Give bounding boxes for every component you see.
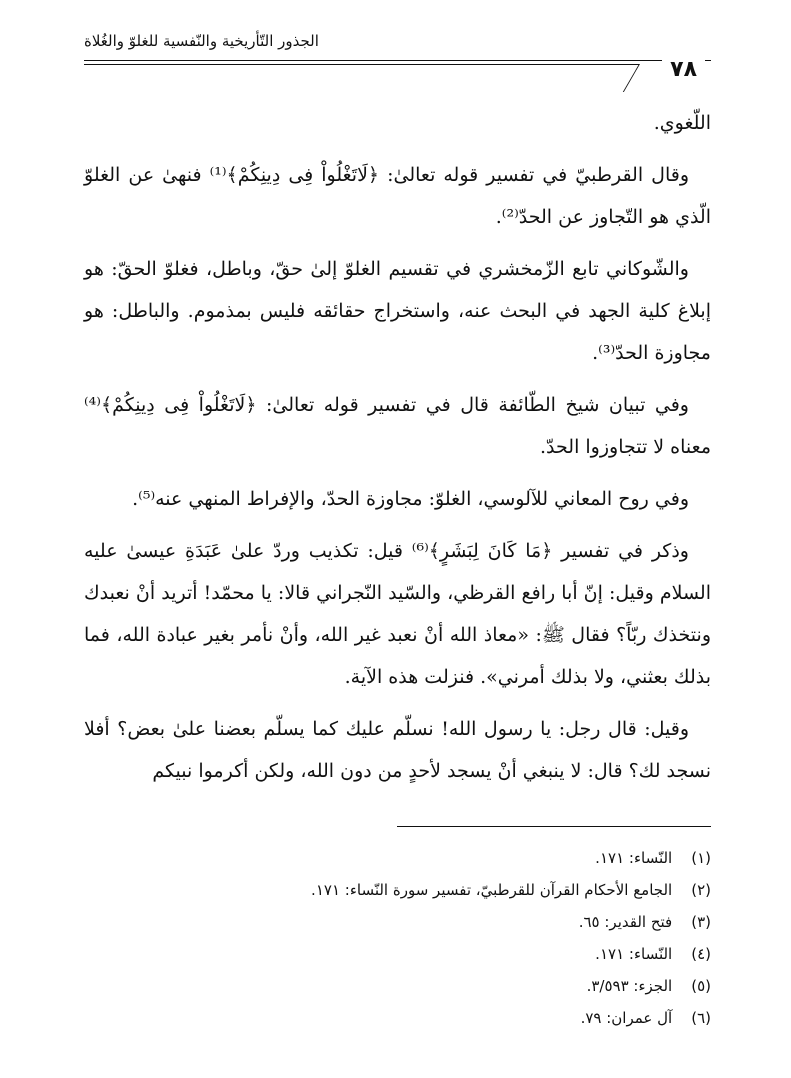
footnote-number: (٦) [691, 1009, 711, 1027]
footnote-text: فتح القدير: ٦٥. [578, 913, 673, 931]
footnote-separator [397, 826, 711, 827]
paragraph: والشّوكاني تابع الزّمخشري في تقسيم الغلوّ إلىٰ حقّ، وباطل، فغلوّ الحقّ: هو إبلاغ كلية الجهد في البحث عنه، واستخراج حقائقه فليس بمذموم. والباطل: هو مجاوزة الحدّ⁽³⁾. [84, 258, 711, 364]
footnote-text: الجزء: ٣/٥٩٣. [586, 977, 673, 995]
footnote-number: (٥) [691, 977, 711, 995]
footnotes [84, 842, 711, 1034]
footnote-text: النّساء: ١٧١. [595, 849, 673, 867]
page-number-divider [623, 64, 662, 92]
header-rule [84, 60, 711, 61]
paragraph: وقال القرطبيّ في تفسير قوله تعالىٰ: ﴿لَاتَغْلُواْ فِى دِينِكُمْ﴾⁽¹⁾ فنهىٰ عن الغلوّ الّذي هو التّجاوز عن الحدّ⁽²⁾. [84, 164, 711, 228]
paragraph: وفي تبيان شيخ الطّائفة قال في تفسير قوله تعالىٰ: ﴿لَاتَغْلُواْ فِى دِينِكُمْ﴾⁽⁴⁾ معناه لا تتجاوزوا الحدّ. [84, 394, 711, 458]
footnote [84, 906, 711, 938]
footnote-text: النّساء: ١٧١. [595, 945, 673, 963]
paragraph: وفي روح المعاني للآلوسي، الغلوّ: مجاوزة الحدّ، والإفراط المنهي عنه⁽⁵⁾. [132, 488, 689, 510]
footnote-text: آل عمران: ٧٩. [580, 1009, 673, 1027]
footnote [84, 842, 711, 874]
footnote [84, 970, 711, 1002]
running-title: الجذور التّأريخية والنّفسية للغلوّ والغُلاة [84, 32, 319, 50]
page-header [84, 30, 711, 82]
paragraph: اللّغوي. [653, 112, 711, 134]
footnote-number: (١) [691, 849, 711, 867]
footnote [84, 938, 711, 970]
footnote-number: (٣) [691, 913, 711, 931]
footnote [84, 874, 711, 906]
footnote-number: (٤) [691, 945, 711, 963]
footnote [84, 1002, 711, 1034]
footnote-number: (٢) [691, 881, 711, 899]
paragraph: وقيل: قال رجل: يا رسول الله! نسلّم عليك كما يسلّم بعضنا علىٰ بعض؟ أفلا نسجد لك؟ قال: لا ينبغي أنْ يسجد لأحدٍ من دون الله، ولكن أكرموا نبيكم [84, 718, 711, 782]
header-rule-secondary [84, 64, 639, 65]
footnote-text: الجامع الأحكام القرآن للقرطبيّ، تفسير سورة النّساء: ١٧١. [311, 881, 673, 899]
paragraph: وذكر في تفسير ﴿مَا كَانَ لِبَشَرٍ﴾⁽⁶⁾ قيل: تكذيب وردّ علىٰ عَبَدَةِ عيسىٰ عليه السلام وقيل: إنّ أبا رافع القرظي، والسّيد النّجراني قالا: يا محمّد! أتريد أنْ نعبدك ونتخذك ربّاً؟ فقال ﷺ: «معاذ الله أنْ نعبد غير الله، وأنْ نأمر بغير عبادة الله، فما بذلك بعثني، ولا بذلك أمرني». فنزلت هذه الآية. [84, 540, 711, 688]
page-number: ٧٨ [662, 56, 705, 84]
body-text [84, 102, 711, 802]
